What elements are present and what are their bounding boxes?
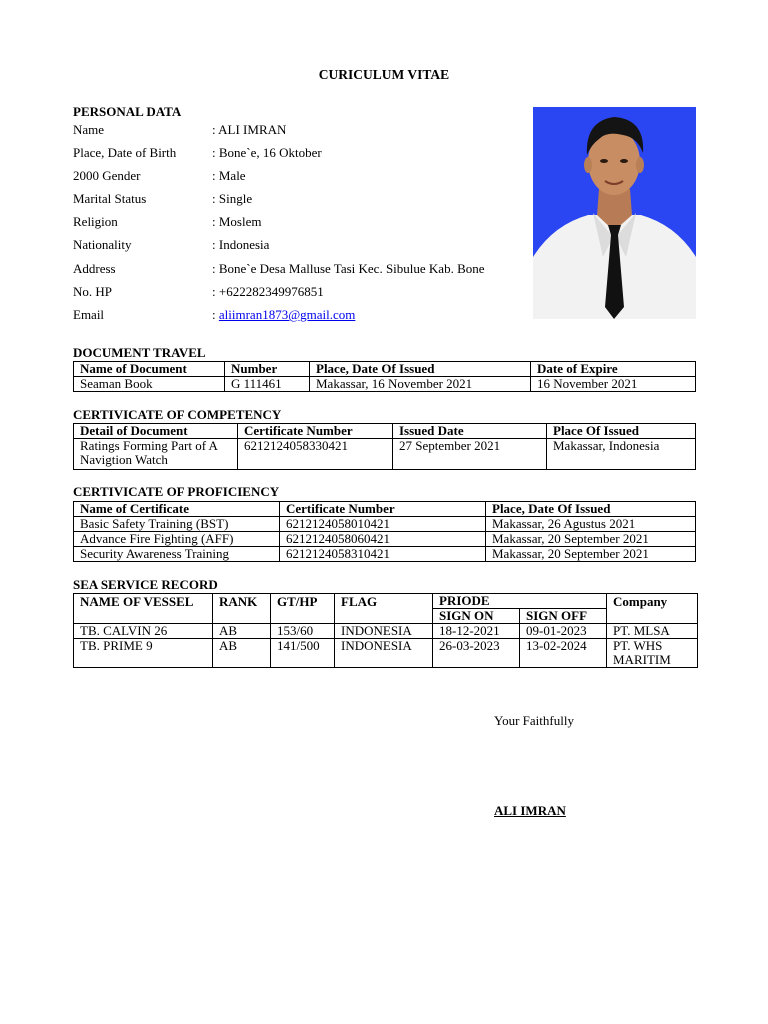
- table-header-row: [74, 594, 698, 609]
- document-travel-heading: DOCUMENT TRAVEL: [73, 345, 206, 360]
- table-cell: TB. PRIME 9: [74, 639, 213, 668]
- field-label: Religion: [73, 214, 118, 229]
- field-value: : +622282349976851: [212, 284, 324, 299]
- table-cell: Basic Safety Training (BST): [74, 517, 280, 532]
- column-header: FLAG: [335, 594, 433, 624]
- column-header: Company: [607, 594, 698, 624]
- table-cell: 6212124058310421: [280, 547, 486, 562]
- table-cell: PT. MLSA: [607, 624, 698, 639]
- column-header: Issued Date: [393, 424, 547, 439]
- table-header-row: [74, 362, 696, 377]
- column-header: Place, Date Of Issued: [310, 362, 531, 377]
- field-label: 2000 Gender: [73, 168, 141, 183]
- field-value: : Bone`e Desa Malluse Tasi Kec. Sibulue Kab. Bone: [212, 261, 485, 276]
- person-portrait-image: [533, 107, 696, 319]
- field-value: : Bone`e, 16 Oktober: [212, 145, 322, 160]
- table-cell: AB: [213, 624, 271, 639]
- table-row: [74, 639, 698, 668]
- document-travel-table: [73, 361, 696, 392]
- table-cell: AB: [213, 639, 271, 668]
- table-cell: INDONESIA: [335, 624, 433, 639]
- column-header: Name of Document: [74, 362, 225, 377]
- coc-table: [73, 423, 696, 470]
- field-label: Place, Date of Birth: [73, 145, 177, 160]
- table-cell: 27 September 2021: [393, 439, 547, 470]
- table-row: [74, 439, 696, 470]
- table-cell: Security Awareness Training: [74, 547, 280, 562]
- table-row: [74, 517, 696, 532]
- cop-heading: CERTIVICATE OF PROFICIENCY: [73, 484, 280, 499]
- table-cell: Makassar, 16 November 2021: [310, 377, 531, 392]
- column-header: Place, Date Of Issued: [486, 502, 696, 517]
- table-cell: Makassar, Indonesia: [547, 439, 696, 470]
- column-header: Date of Expire: [531, 362, 696, 377]
- column-header: SIGN ON: [433, 609, 520, 624]
- table-cell: 18-12-2021: [433, 624, 520, 639]
- table-cell: G 111461: [225, 377, 310, 392]
- table-cell: PT. WHS MARITIM: [607, 639, 698, 668]
- table-cell: Makassar, 26 Agustus 2021: [486, 517, 696, 532]
- table-cell: 26-03-2023: [433, 639, 520, 668]
- field-label: Marital Status: [73, 191, 147, 206]
- closing-text: Your Faithfully: [494, 713, 574, 728]
- table-cell: 09-01-2023: [520, 624, 607, 639]
- column-header: Certificate Number: [238, 424, 393, 439]
- field-label: Email: [73, 307, 105, 322]
- field-value: : ALI IMRAN: [212, 122, 287, 137]
- table-cell: INDONESIA: [335, 639, 433, 668]
- table-header-row: [74, 424, 696, 439]
- table-cell: 6212124058060421: [280, 532, 486, 547]
- column-header: Number: [225, 362, 310, 377]
- signature-name: ALI IMRAN: [494, 803, 566, 818]
- column-header: GT/HP: [271, 594, 335, 624]
- table-cell: Ratings Forming Part of A Navigtion Watch: [74, 439, 238, 470]
- document-title: CURICULUM VITAE: [318, 67, 450, 82]
- table-row: [74, 532, 696, 547]
- table-cell: 6212124058330421: [238, 439, 393, 470]
- column-header: Name of Certificate: [74, 502, 280, 517]
- column-header: Place Of Issued: [547, 424, 696, 439]
- field-value: [212, 306, 355, 324]
- table-cell: Seaman Book: [74, 377, 225, 392]
- table-row: [74, 624, 698, 639]
- field-value: : Indonesia: [212, 237, 270, 252]
- field-label: Address: [73, 261, 116, 276]
- field-value: : Single: [212, 191, 253, 206]
- field-value: : Male: [212, 168, 246, 183]
- table-header-row: [74, 502, 696, 517]
- field-value: : Moslem: [212, 214, 262, 229]
- column-header: SIGN OFF: [520, 609, 607, 624]
- email-prefix: :: [212, 307, 219, 322]
- personal-data-heading: PERSONAL DATA: [73, 104, 182, 119]
- table-cell: 141/500: [271, 639, 335, 668]
- profile-photo: [533, 107, 696, 319]
- sea-service-heading: SEA SERVICE RECORD: [73, 577, 218, 592]
- table-row: [74, 547, 696, 562]
- column-header: Detail of Document: [74, 424, 238, 439]
- email-link[interactable]: aliimran1873@gmail.com: [218, 307, 356, 322]
- field-label: Name: [73, 122, 105, 137]
- table-cell: Makassar, 20 September 2021: [486, 547, 696, 562]
- column-header: NAME OF VESSEL: [74, 594, 213, 624]
- column-header: RANK: [213, 594, 271, 624]
- table-cell: Makassar, 20 September 2021: [486, 532, 696, 547]
- sea-service-table: [73, 593, 698, 668]
- table-cell: 6212124058010421: [280, 517, 486, 532]
- cop-table: [73, 501, 696, 562]
- field-label: No. HP: [73, 284, 113, 299]
- table-cell: 13-02-2024: [520, 639, 607, 668]
- field-label: Nationality: [73, 237, 132, 252]
- table-cell: TB. CALVIN 26: [74, 624, 213, 639]
- table-row: [74, 377, 696, 392]
- coc-heading: CERTIVICATE OF COMPETENCY: [73, 407, 282, 422]
- table-cell: 16 November 2021: [531, 377, 696, 392]
- column-header: PRIODE: [433, 594, 607, 609]
- table-cell: Advance Fire Fighting (AFF): [74, 532, 280, 547]
- table-cell: 153/60: [271, 624, 335, 639]
- column-header: Certificate Number: [280, 502, 486, 517]
